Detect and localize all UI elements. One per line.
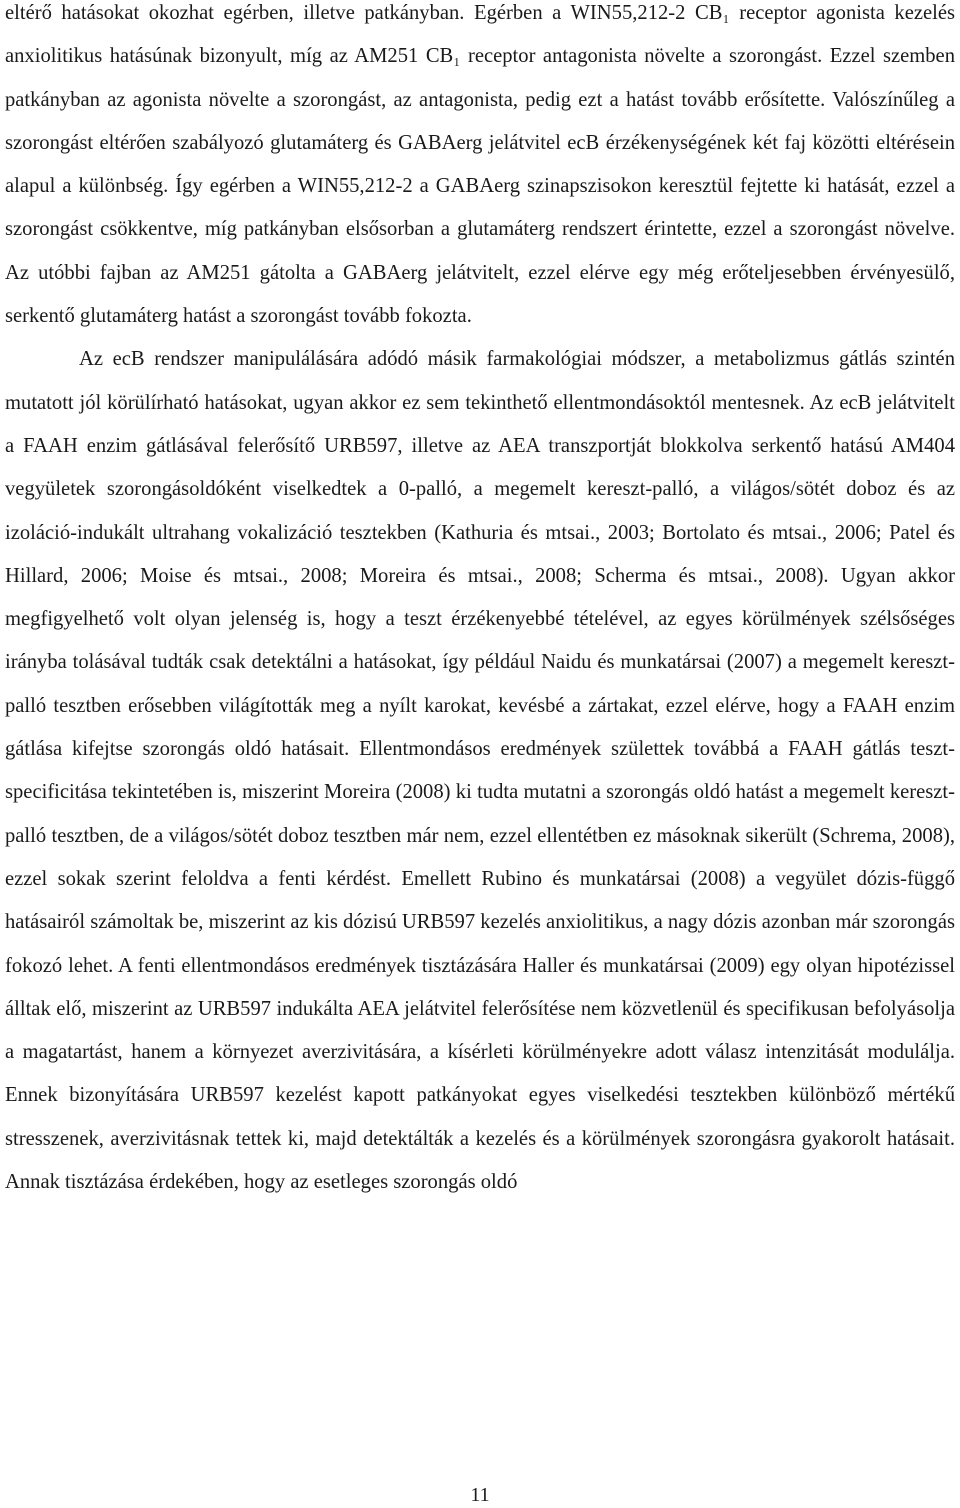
page-number: 11	[470, 1484, 490, 1506]
document-body	[5, 0, 955, 1204]
paragraph-1: eltérő hatásokat okozhat egérben, illetve patkányban. Egérben a WIN55,212-2 CB₁ receptor agonista kezelés anxiolitikus hatásúnak bizonyult, míg az AM251 CB₁ receptor antagonista növelte a szorongást. Ezzel szemben patkányban az agonista növelte a szorongást, az antagonista, pedig ezt a hatást tovább erősítette. Valószínűleg a szorongást eltérően szabályozó glutamáterg és GABAerg jelátvitel ecB érzékenységének két faj közötti eltérésein alapul a különbség. Így egérben a WIN55,212-2 a GABAerg szinapszisokon keresztül fejtette ki hatását, ezzel a szorongást csökkentve, míg patkányban elsősorban a glutamáterg rendszert érintette, ezzel a szorongást növelve. Az utóbbi fajban az AM251 gátolta a GABAerg jelátvitelt, ezzel elérve egy még erőteljesebben érvényesülő, serkentő glutamáterg hatást a szorongást tovább fokozta.	[5, 2, 955, 328]
paragraph-2: Az ecB rendszer manipulálására adódó másik farmakológiai módszer, a metabolizmus gátlás szintén mutatott jól körülírható hatásokat, ugyan akkor ez sem tekinthető ellentmondásoktól mentesnek. Az ecB jelátvitelt a FAAH enzim gátlásával felerősítő URB597, illetve az AEA transzportját blokkolva serkentő hatású AM404 vegyületek szorongásoldóként viselkedtek a 0-palló, a megemelt kereszt-palló, a világos/sötét doboz és az izoláció-indukált ultrahang vokalizáció tesztekben (Kathuria és mtsai., 2003; Bortolato és mtsai., 2006; Patel és Hillard, 2006; Moise és mtsai., 2008; Moreira és mtsai., 2008; Scherma és mtsai., 2008). Ugyan akkor megfigyelhető volt olyan jelenség is, hogy a teszt érzékenyebbé tételével, az egyes körülmények szélsőséges irányba tolásával tudták csak detektálni a hatásokat, így például Naidu és munkatársai (2007) a megemelt kereszt-palló tesztben erősebben világították meg a nyílt karokat, kevésbé a zártakat, ezzel elérve, hogy a FAAH enzim gátlása kifejtse szorongás oldó hatásait. Ellentmondásos eredmények születtek továbbá a FAAH gátlás teszt-specificitása tekintetében is, miszerint Moreira (2008) ki tudta mutatni a szorongás oldó hatást a megemelt kereszt-palló tesztben, de a világos/sötét doboz tesztben már nem, ezzel ellentétben ez másoknak sikerült (Schrema, 2008), ezzel sokak szerint feloldva a fenti kérdést. Emellett Rubino és munkatársai (2008) a vegyület dózis-függő hatásairól számoltak be, miszerint az kis dózisú URB597 kezelés anxiolitikus, a nagy dózis azonban már szorongás fokozó lehet. A fenti ellentmondásos eredmények tisztázására Haller és munkatársai (2009) egy olyan hipotézissel álltak elő, miszerint az URB597 indukálta AEA jelátvitel felerősítése nem közvetlenül és specifikusan befolyásolja a magatartást, hanem a környezet averzivitására, a kísérleti körülményekre adott válasz intenzitását modulálja. Ennek bizonyítására URB597 kezelést kapott patkányokat egyes viselkedési tesztekben különböző mértékű stresszenek, averzivitásnak tettek ki, majd detektálták a kezelés és a körülmények szorongásra gyakorolt hatásait. Annak tisztázása érdekében, hogy az esetleges szorongás oldó	[5, 348, 955, 1194]
